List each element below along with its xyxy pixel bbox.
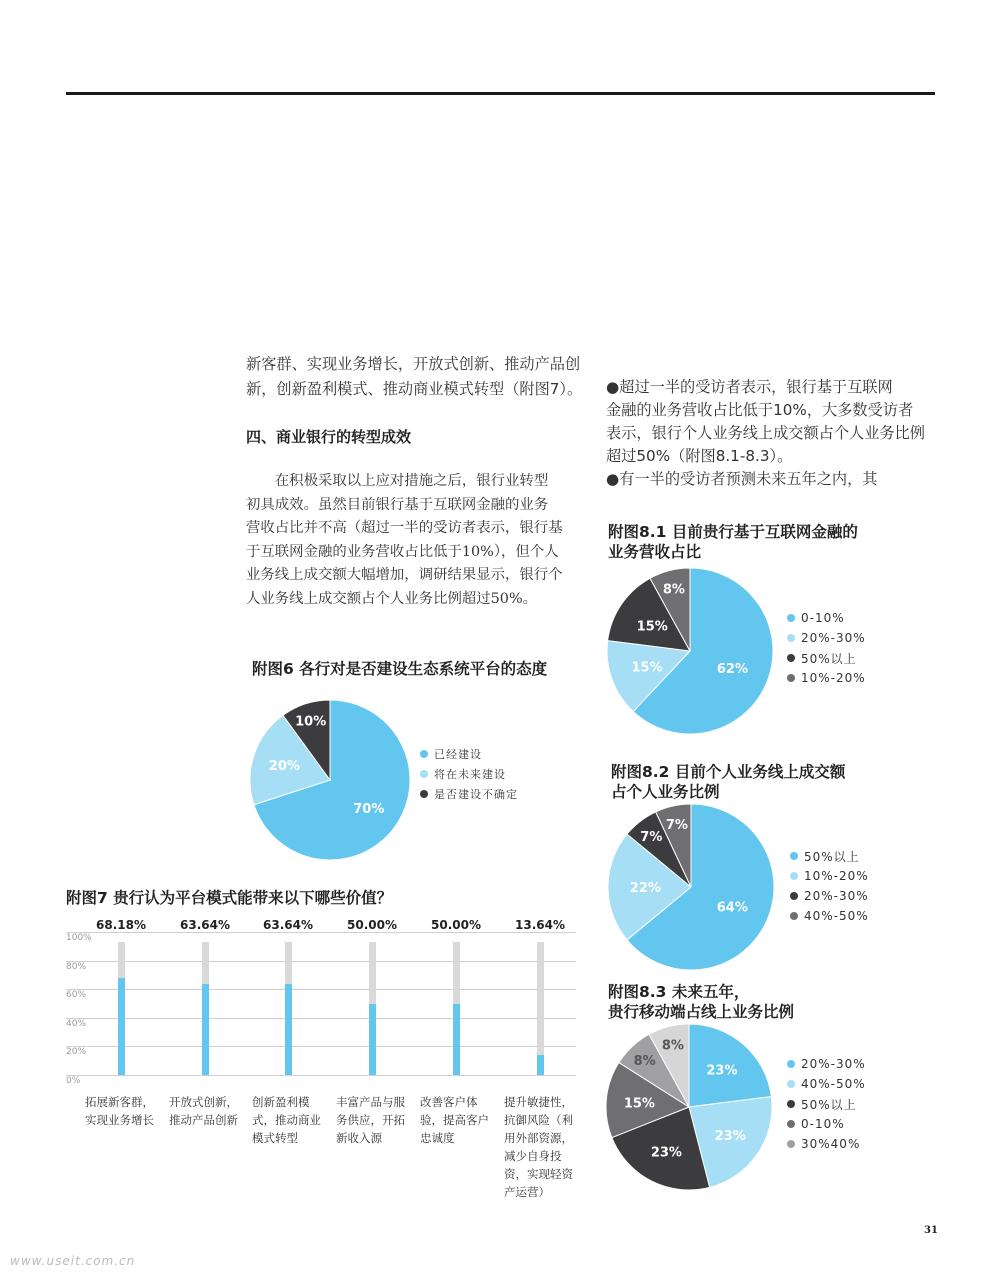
legend-item — [787, 608, 866, 628]
bar-value-label: 68.18% — [96, 918, 146, 932]
legend-label: 40%-50% — [801, 1077, 866, 1091]
bar-category-label: 资，实现轻资 — [504, 1167, 573, 1181]
bar-value-label: 13.64% — [515, 918, 565, 932]
bar-category-label: 创新盈利模 — [252, 1095, 310, 1109]
legend-swatch — [420, 790, 428, 798]
figure-title-line: 附图8.3 未来五年， — [608, 983, 750, 1001]
figure-title-line: 业务营收占比 — [608, 543, 702, 561]
legend-label: 50%以上 — [804, 849, 860, 864]
legend-label: 50%以上 — [801, 651, 857, 666]
bar-category-label: 丰富产品与服 — [336, 1095, 405, 1109]
pie-slice-label: 15% — [636, 619, 668, 635]
legend-swatch — [420, 770, 428, 778]
figure-8-2-legend — [790, 846, 869, 926]
bar-value-label: 63.64% — [180, 918, 230, 932]
legend-item — [790, 866, 869, 886]
figure-7-title: 附图7 贵行认为平台模式能带来以下哪些价值？ — [66, 889, 393, 907]
legend-swatch — [787, 654, 795, 662]
section-heading: 四、商业银行的转型成效 — [246, 428, 412, 446]
body-paragraph-line: 人业务线上成交额占个人业务比例超过50%。 — [246, 590, 538, 607]
legend-label: 20%-30% — [801, 1057, 866, 1071]
figure-title-line: 附图8.1 目前贵行基于互联网金融的 — [608, 523, 858, 541]
figure-6-legend — [420, 744, 518, 804]
pie-slice-label: 22% — [629, 881, 661, 896]
pie-slice-label: 62% — [716, 661, 749, 677]
pie-slice-label: 15% — [631, 660, 663, 676]
gridline — [66, 1075, 576, 1076]
legend-item — [790, 906, 869, 926]
figure-6-pie-chart — [250, 700, 410, 860]
figure-6-title: 附图6 各行对是否建设生态系统平台的态度 — [252, 660, 548, 678]
legend-item — [790, 846, 869, 866]
body-paragraph-line: ●超过一半的受访者表示，银行基于互联网 — [606, 378, 893, 396]
figure-8-3-pie-chart — [606, 1024, 772, 1190]
bar-category-label: 新收入源 — [336, 1131, 382, 1145]
legend-item — [787, 1054, 866, 1074]
y-tick-label: 60% — [66, 990, 87, 1001]
bar — [537, 1055, 544, 1075]
legend-item — [787, 1074, 866, 1094]
gridline — [66, 932, 576, 933]
legend-label: 0-10% — [801, 1117, 845, 1131]
legend-item — [787, 628, 866, 648]
legend-swatch — [420, 750, 428, 758]
legend-swatch — [790, 912, 798, 920]
legend-swatch — [787, 1140, 795, 1148]
bar-category-label: 产运营） — [504, 1185, 550, 1199]
legend-item — [787, 1134, 866, 1154]
gridline — [66, 989, 576, 990]
legend-label: 20%-30% — [804, 889, 869, 903]
legend-label: 10%-20% — [801, 671, 866, 685]
body-paragraph-line: 营收占比并不高（超过一半的受访者表示，银行基 — [246, 520, 563, 536]
bar-category-label: 拓展新客群， — [85, 1095, 154, 1109]
pie-slice-label: 23% — [706, 1063, 738, 1079]
legend-label: 30%40% — [801, 1137, 861, 1151]
legend-label: 10%-20% — [804, 869, 869, 883]
pie-slice-label: 10% — [295, 714, 327, 730]
body-paragraph-line: 金融的业务营收占比低于10%，大多数受访者 — [606, 401, 914, 419]
body-paragraph-line: 初具成效。虽然目前银行基于互联网金融的业务 — [246, 496, 549, 513]
bar-category-label: 推动产品创新 — [169, 1113, 238, 1127]
y-tick-label: 100% — [66, 933, 92, 943]
figure-title-line: 占个人业务比例 — [611, 783, 720, 801]
bar-category-label: 实现业务增长 — [85, 1113, 154, 1127]
y-tick-label: 40% — [66, 1018, 87, 1029]
legend-swatch — [787, 1060, 795, 1068]
legend-label: 40%-50% — [804, 909, 869, 923]
legend-item — [787, 648, 866, 668]
legend-item — [790, 886, 869, 906]
y-tick-label: 0% — [66, 1076, 81, 1086]
body-paragraph-line: 新客群、实现业务增长，开放式创新、推动产品创 — [246, 355, 581, 373]
legend-label: 已经建设 — [434, 748, 482, 761]
legend-item — [787, 1114, 866, 1134]
legend-swatch — [787, 634, 795, 642]
pie-slice-label: 15% — [623, 1096, 655, 1112]
legend-swatch — [787, 674, 795, 682]
body-paragraph-line: 于互联网金融的业务营收占比低于10%），但个人 — [246, 543, 559, 560]
legend-swatch — [787, 1080, 795, 1088]
gridline — [66, 1046, 576, 1047]
bar-category-label: 模式转型 — [252, 1131, 298, 1145]
pie-slice-label: 23% — [714, 1128, 746, 1144]
bar-category-label: 提升敏捷性， — [504, 1095, 573, 1109]
bar-category-label: 验，提高客户 — [420, 1113, 489, 1127]
body-paragraph-line: ●有一半的受访者预测未来五年之内，其 — [606, 470, 878, 488]
legend-label: 50%以上 — [801, 1097, 857, 1112]
bar-value-label: 50.00% — [431, 918, 481, 932]
figure-8-1-legend — [787, 608, 866, 688]
figure-title-line: 附图8.2 目前个人业务线上成交额 — [611, 763, 846, 781]
legend-swatch — [790, 872, 798, 880]
legend-label: 是否建设不确定 — [434, 788, 518, 801]
pie-slice-label: 8% — [633, 1053, 656, 1069]
legend-item — [787, 668, 866, 688]
bar — [453, 1004, 460, 1076]
legend-swatch — [787, 1120, 795, 1128]
figure-8-1-pie-chart — [607, 568, 773, 734]
body-paragraph-line: 新，创新盈利模式、推动商业模式转型（附图7）。 — [246, 380, 583, 398]
pie-slice-label: 7% — [640, 829, 663, 845]
pie-slice-label: 7% — [665, 817, 688, 833]
bar-category-label: 式，推动商业 — [252, 1113, 321, 1127]
bar-category-label: 用外部资源， — [504, 1131, 573, 1145]
gridline — [66, 961, 576, 962]
body-paragraph-line: 在积极采取以上应对措施之后，银行业转型 — [246, 473, 549, 489]
legend-swatch — [787, 1100, 795, 1108]
legend-swatch — [790, 852, 798, 860]
pie-slice-label: 20% — [268, 759, 300, 775]
bar-category-label: 减少自身投 — [504, 1149, 562, 1163]
bar-category-label: 忠诚度 — [420, 1131, 455, 1145]
body-paragraph-line: 业务线上成交额大幅增加，调研结果显示，银行个 — [246, 567, 563, 583]
page-number: 31 — [924, 1225, 938, 1236]
pie-slice-label: 70% — [353, 802, 385, 818]
figure-8-2-pie-chart — [608, 804, 774, 970]
watermark: www.useit.com.cn — [10, 1254, 136, 1268]
legend-label: 20%-30% — [801, 631, 866, 645]
bar — [118, 978, 125, 1075]
bar — [202, 984, 209, 1075]
legend-item — [787, 1094, 866, 1114]
bar — [285, 984, 292, 1075]
gridline — [66, 1018, 576, 1019]
pie-slice-label: 8% — [661, 1038, 684, 1054]
pie-slice-label: 23% — [650, 1145, 682, 1161]
legend-item — [420, 784, 518, 804]
bar-category-label: 改善客户体 — [420, 1095, 478, 1109]
bar-value-label: 50.00% — [347, 918, 397, 932]
bar — [369, 1004, 376, 1076]
legend-swatch — [790, 892, 798, 900]
pie-slice-label: 64% — [716, 900, 748, 916]
legend-item — [420, 744, 518, 764]
bar-category-label: 开放式创新， — [169, 1095, 238, 1109]
legend-label: 0-10% — [801, 611, 845, 625]
figure-title-line: 贵行移动端占线上业务比例 — [608, 1003, 795, 1021]
legend-item — [420, 764, 518, 784]
top-rule — [66, 92, 935, 95]
y-tick-label: 20% — [66, 1047, 87, 1058]
legend-label: 将在未来建设 — [434, 768, 506, 781]
figure-8-3-legend — [787, 1054, 866, 1154]
bar-category-label: 抗御风险（利 — [504, 1113, 573, 1127]
body-paragraph-line: 超过50%（附图8.1-8.3）。 — [606, 447, 793, 465]
bar-value-label: 63.64% — [263, 918, 313, 932]
legend-swatch — [787, 614, 795, 622]
y-tick-label: 80% — [66, 961, 87, 972]
body-paragraph-line: 表示，银行个人业务线上成交额占个人业务比例 — [606, 424, 925, 442]
pie-slice-label: 8% — [662, 582, 685, 598]
bar-category-label: 务供应，开拓 — [336, 1113, 405, 1127]
